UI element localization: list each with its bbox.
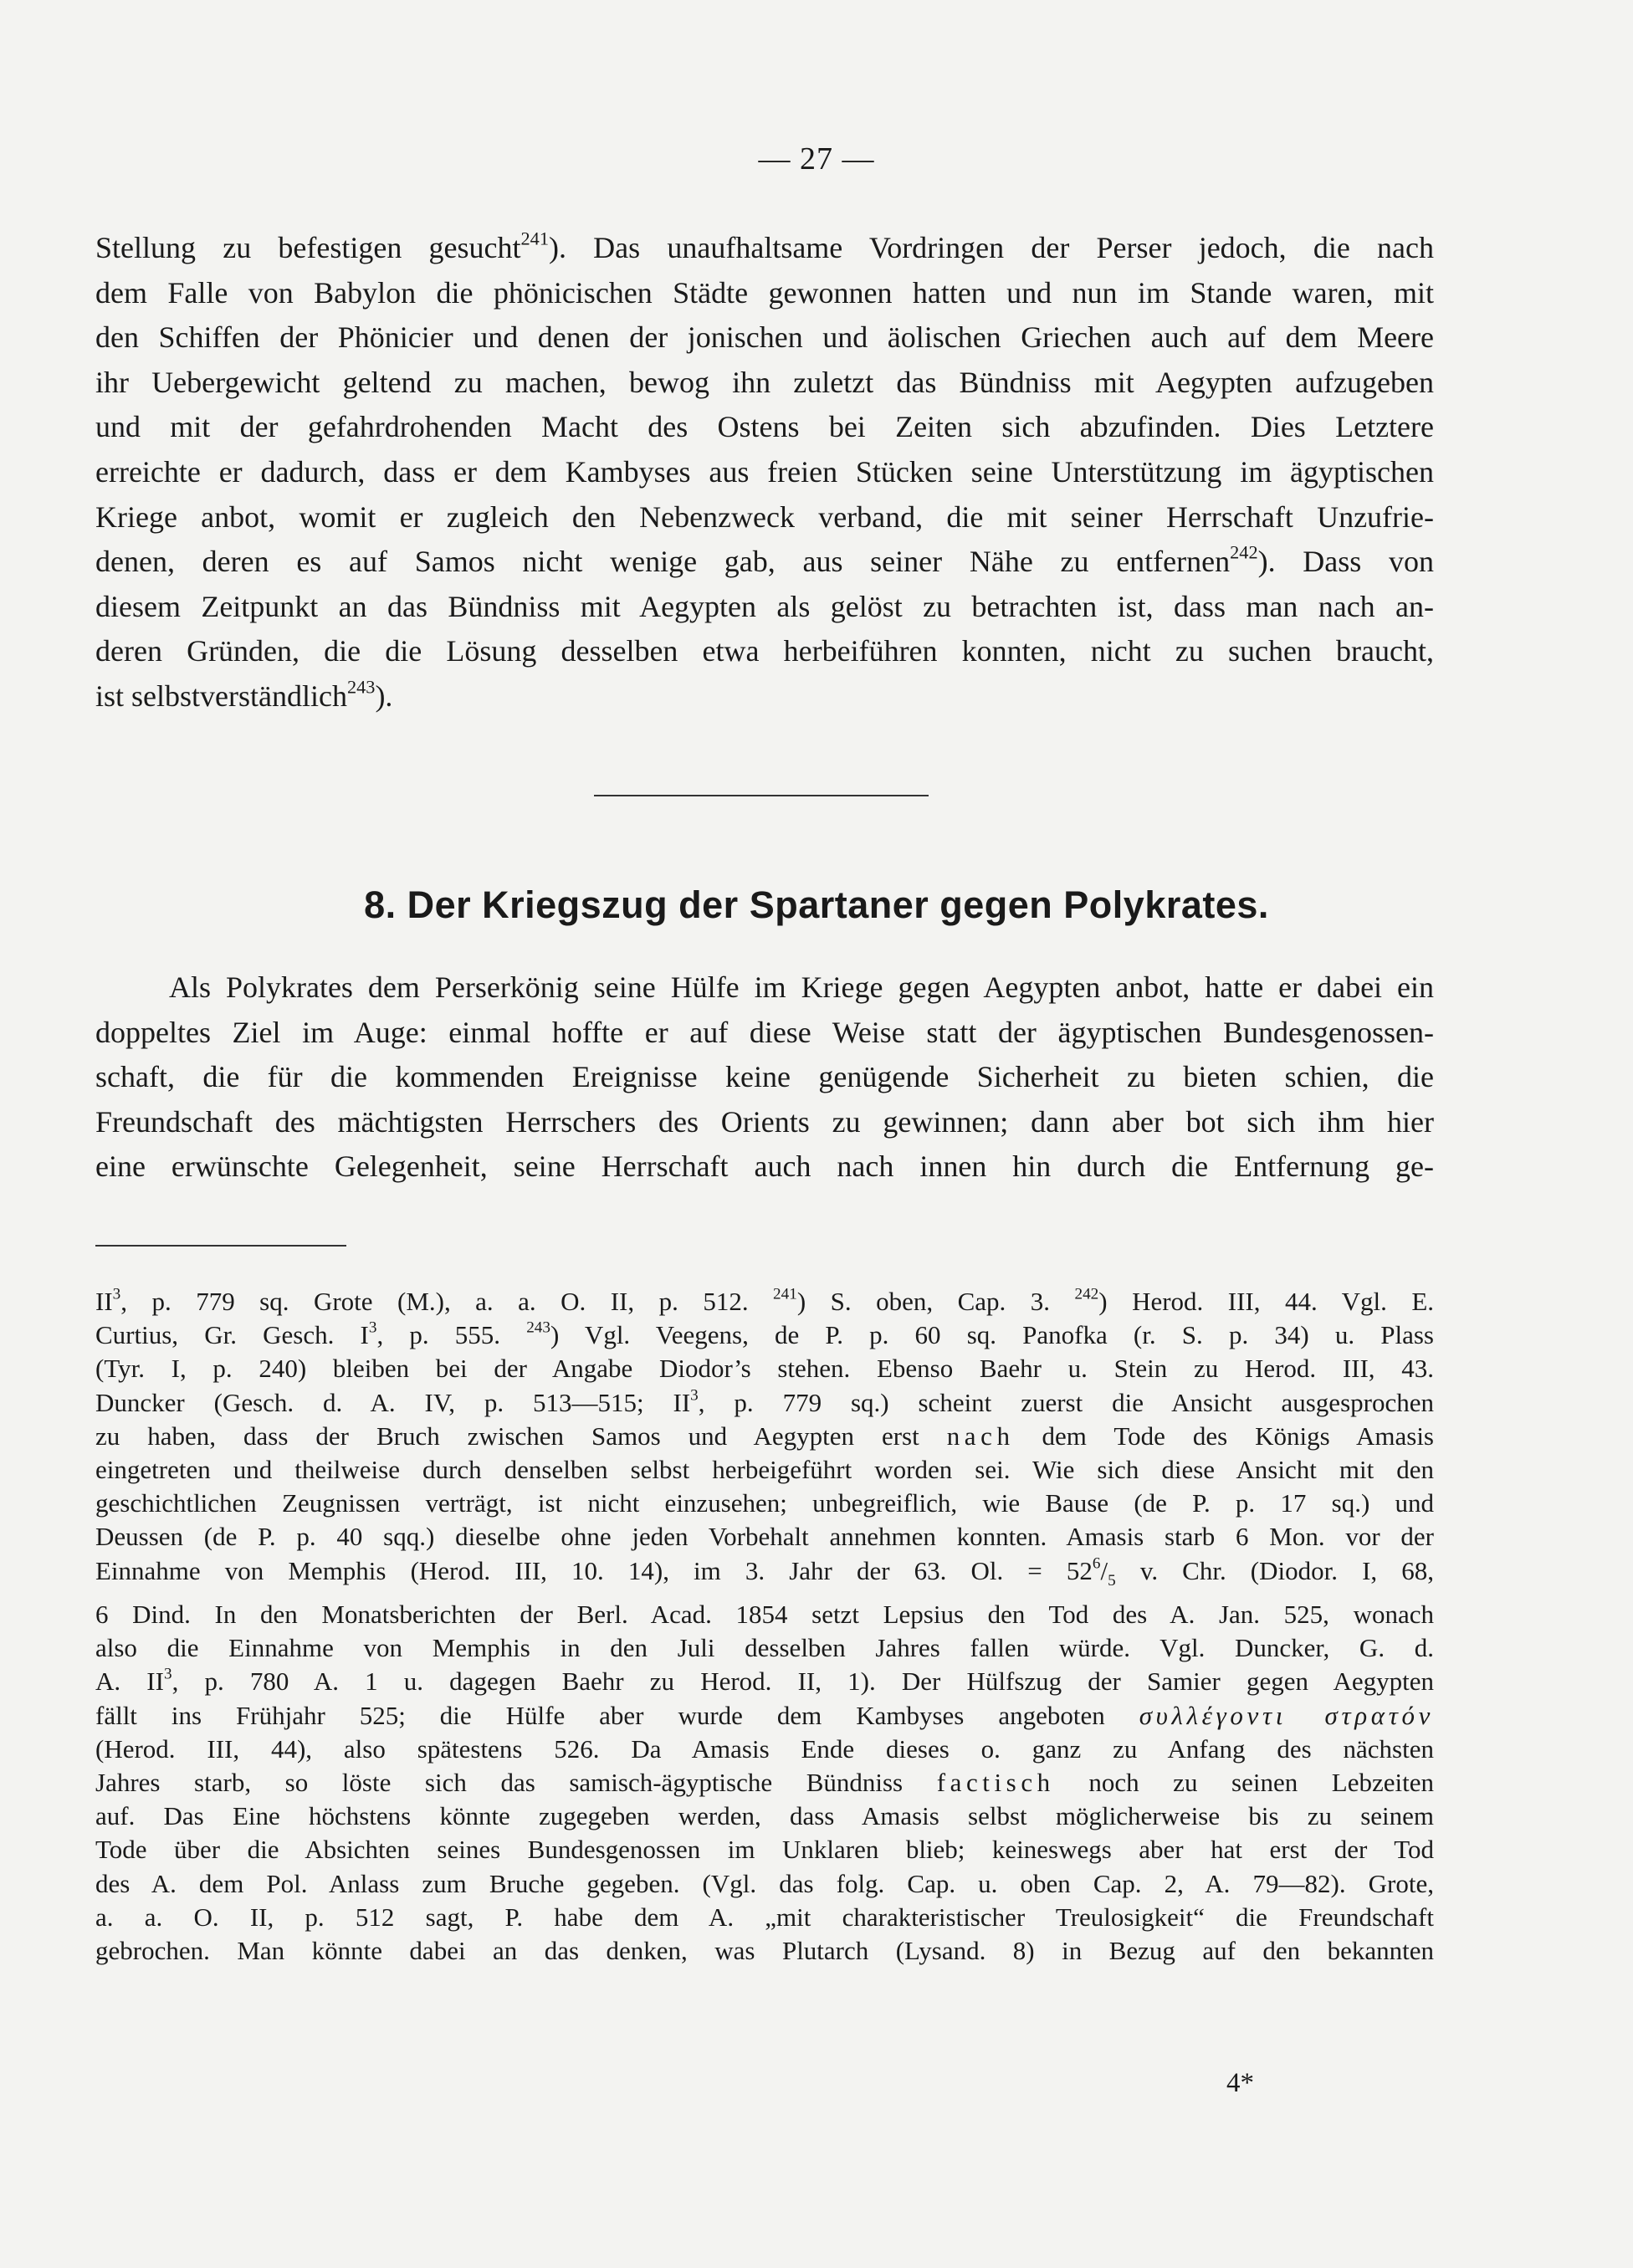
footnote-line: des A. dem Pol. Anlass zum Bruche gegeben. (Vgl. das folg. Cap. u. oben Cap. 2, A. 79—82). Grote,	[95, 1868, 1434, 1898]
footnote-line: geschichtlichen Zeugnissen verträgt, ist nicht einzusehen; unbegreiflich, wie Bause (de P. p. 17 sq.) und	[95, 1488, 1434, 1518]
footnote-line: eingetreten und theilweise durch denselben selbst herbeigeführt worden sei. Wie sich diese Ansicht mit den	[95, 1455, 1434, 1485]
section-paragraph	[95, 965, 1434, 1190]
text-line: dem Falle von Babylon die phönicischen Städte gewonnen hatten und nun im Stande waren, mit	[95, 275, 1434, 310]
paragraph-continuation	[95, 226, 1434, 719]
footnote-line: (Herod. III, 44), also spätestens 526. Da Amasis Ende dieses o. ganz zu Anfang des nächsten	[95, 1733, 1434, 1764]
text-line: denen, deren es auf Samos nicht wenige gab, aus seiner Nähe zu entfernen$^{242}$). Dass von	[95, 541, 1434, 579]
footnote-line: zu haben, dass der Bruch zwischen Samos und Aegypten erst nach dem Tode des Königs Amasis	[95, 1421, 1434, 1451]
text-line: eine erwünschte Gelegenheit, seine Herrschaft auch nach innen hin durch die Entfernung ge-	[95, 1149, 1434, 1184]
text-line: den Schiffen der Phönicier und denen der jonischen und äolischen Griechen auch auf dem Meere	[95, 320, 1434, 355]
text-line: schaft, die für die kommenden Ereignisse keine genügende Sicherheit zu bieten schien, die	[95, 1060, 1434, 1094]
footnote-ref: 243	[346, 676, 376, 698]
footnote-line: Curtius, Gr. Gesch. $I^3$, p. 555. $^{243}$) Vgl. Veegens, de P. p. 60 sq. Panofka (r. S. p. 34) u. Plass	[95, 1318, 1434, 1350]
footnotes	[95, 1285, 1434, 1968]
footnote-line: a. a. O. II, p. 512 sagt, P. habe dem A. „mit charakteristischer Treulosigkeit“ die Freundschaft	[95, 1902, 1434, 1932]
text-line: Freundschaft des mächtigsten Herrschers des Orients zu gewinnen; dann aber bot sich ihm hier	[95, 1104, 1434, 1139]
footnote-line: auf. Das Eine höchstens könnte zugegeben werden, dass Amasis selbst möglicherweise bis zu seinem	[95, 1801, 1434, 1831]
text-line: und mit der gefahrdrohenden Macht des Ostens bei Zeiten sich abzufinden. Dies Letztere	[95, 410, 1434, 444]
page-number: — 27 —	[758, 141, 875, 177]
footnote-line: fällt ins Frühjahr 525; die Hülfe aber wurde dem Kambyses angeboten συλλέγοντι στρατόν	[95, 1700, 1435, 1730]
text-line: ist selbstverständlich$^{243}$).	[95, 676, 393, 713]
footnote-ref: 241	[520, 228, 549, 249]
text-line: doppeltes Ziel im Auge: einmal hoffte er auf diese Weise statt der ägyptischen Bundesgenossen-	[95, 1015, 1434, 1049]
footnote-line: Tode über die Absichten seines Bundesgenossen im Unklaren blieb; keineswegs aber hat erst der Tod	[95, 1835, 1434, 1865]
text-line: Als Polykrates dem Perserkönig seine Hülfe im Kriege gegen Aegypten anbot, hatte er dabei ein	[169, 970, 1434, 1004]
footnote-line: gebrochen. Man könnte dabei an das denken, was Plutarch (Lysand. 8) in Bezug auf den bekannten	[95, 1936, 1434, 1966]
footnote-line: $II^3$, p. 779 sq. Grote (M.), a. a. O. II, p. 512. $^{241}$) S. oben, Cap. 3. $^{242}$) Herod. III, 44. Vgl. E.	[95, 1285, 1435, 1316]
footnote-ref: 242	[1230, 541, 1258, 563]
footnote-line: A. $II^3$, p. 780 A. 1 u. dagegen Baehr zu Herod. II, 1). Der Hülfszug der Samier gegen Aegypten	[95, 1665, 1434, 1697]
text-line: erreichte er dadurch, dass er dem Kambyses aus freien Stücken seine Unterstützung im ägyptischen	[95, 454, 1434, 489]
footnote-rule	[95, 1245, 346, 1247]
footnote-line: Jahres starb, so löste sich das samisch-ägyptische Bündniss factisch noch zu seinen Lebzeiten	[95, 1768, 1435, 1798]
footnote-line: Einnahme von Memphis (Herod. III, 10. 14), im 3. Jahr der 63. Ol. = $52^6/_5$ v. Chr. (Diodor. I, 68,	[95, 1554, 1434, 1590]
text-line: Stellung zu befestigen gesucht$^{241}$). Das unaufhaltsame Vordringen der Perser jedoch, die nach	[95, 228, 1435, 264]
text-line: deren Gründen, die die Lösung desselben etwa herbeiführen konnten, nicht zu suchen braucht,	[95, 634, 1434, 668]
section-divider	[594, 795, 929, 796]
section-heading: 8. Der Kriegszug der Spartaner gegen Polykrates.	[364, 883, 1269, 926]
text-line: ihr Uebergewicht geltend zu machen, bewog ihn zuletzt das Bündniss mit Aegypten aufzugeben	[95, 365, 1434, 399]
footnote-line: Duncker (Gesch. d. A. IV, p. 513—515; $II^3$, p. 779 sq.) scheint zuerst die Ansicht ausgesprochen	[95, 1386, 1434, 1417]
footnote-line: (Tyr. I, p. 240) bleiben bei der Angabe Diodor’s stehen. Ebenso Baehr u. Stein zu Herod. III, 43.	[95, 1354, 1434, 1384]
footnote-line: 6 Dind. In den Monatsberichten der Berl. Acad. 1854 setzt Lepsius den Tod des A. Jan. 525, wonach	[95, 1600, 1434, 1630]
text-line: diesem Zeitpunkt an das Bündniss mit Aegypten als gelöst zu betrachten ist, dass man nach an-	[95, 589, 1434, 623]
footnote-line: Deussen (de P. p. 40 sqq.) dieselbe ohne jeden Vorbehalt annehmen konnten. Amasis starb 6 Mon. vor der	[95, 1522, 1434, 1552]
footnote-line: also die Einnahme von Memphis in den Juli desselben Jahres fallen würde. Vgl. Duncker, G. d.	[95, 1633, 1434, 1663]
signature-mark: 4*	[1226, 2068, 1254, 2098]
text-line: Kriege anbot, womit er zugleich den Nebenzweck verband, die mit seiner Herrschaft Unzufrie-	[95, 499, 1434, 534]
